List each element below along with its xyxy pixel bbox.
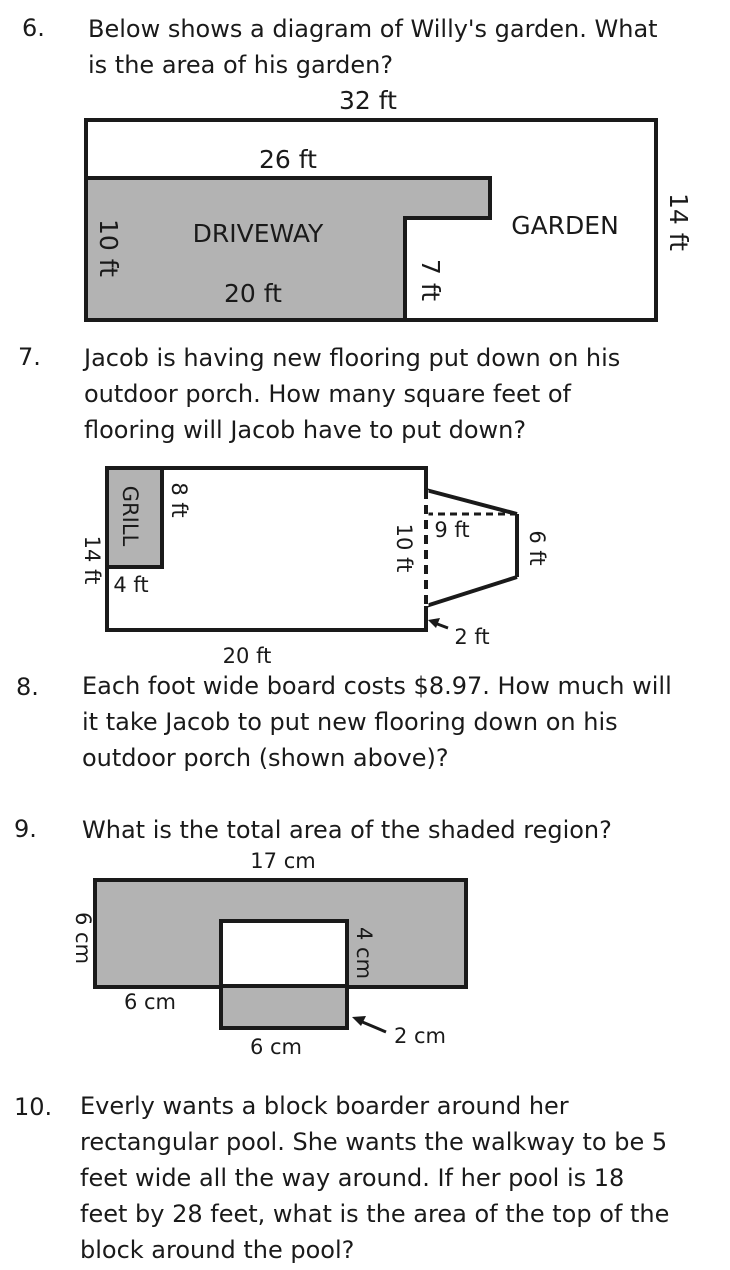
problem-10-line-5: block around the pool?: [80, 1236, 355, 1264]
problem-6-line-1: Below shows a diagram of Willy's garden. What: [88, 15, 658, 43]
unshaded-hole: [221, 921, 347, 986]
shaded-left-bottom-label: 6 cm: [123, 990, 177, 1014]
problem-7-number: 7.: [18, 343, 41, 371]
problem-8-line-3: outdoor porch (shown above)?: [82, 744, 449, 772]
tab-height-label: 2 cm: [393, 1024, 447, 1048]
problem-9-line-1: What is the total area of the shaded region?: [82, 816, 612, 844]
problem-6-number: 6.: [22, 14, 45, 42]
problem-7-text: [84, 340, 724, 448]
problem-10-line-1: Everly wants a block boarder around her: [80, 1092, 569, 1120]
problem-10-line-3: feet wide all the way around. If her pool is 18: [80, 1164, 625, 1192]
problem-8-number: 8.: [16, 673, 39, 701]
problem-10-number: 10.: [14, 1093, 53, 1121]
garden-label: GARDEN: [511, 211, 619, 240]
driveway-width-label: 26 ft: [259, 145, 317, 174]
trap-top-edge: [426, 490, 517, 514]
driveway-height-label: 10 ft: [94, 219, 123, 277]
driveway-bottom-label: 20 ft: [224, 279, 282, 308]
problem-6-text: [88, 11, 728, 83]
trap-offset-label: 2 ft: [454, 625, 490, 649]
problem-9-text: [82, 812, 722, 848]
tab-arrow-line: [360, 1021, 386, 1032]
shaded-bottom-tab: [221, 984, 347, 1028]
trap-right-label: 6 ft: [525, 530, 549, 566]
garden-diagram: [0, 80, 730, 320]
tab-width-label: 6 cm: [249, 1035, 303, 1059]
trap-bottom-edge: [426, 577, 517, 606]
grill-width-label: 4 ft: [113, 573, 149, 597]
problem-9-number: 9.: [14, 815, 37, 843]
problem-6-line-2: is the area of his garden?: [88, 51, 394, 79]
problem-10-line-2: rectangular pool. She wants the walkway to be 5: [80, 1128, 668, 1156]
problem-7-line-2: outdoor porch. How many square feet of: [84, 380, 571, 408]
shaded-region-diagram: [0, 845, 730, 1060]
porch-height-label: 14 ft: [80, 535, 104, 585]
problem-8-line-2: it take Jacob to put new flooring down on his: [82, 708, 618, 736]
problem-10-text: [80, 1088, 725, 1268]
driveway-label: DRIVEWAY: [192, 219, 324, 248]
porch-diagram: [0, 460, 730, 670]
problem-7-line-3: flooring will Jacob have to put down?: [84, 416, 527, 444]
tab-arrow-head: [352, 1016, 366, 1026]
trap-depth-label: 9 ft: [434, 518, 470, 542]
shaded-left-height-label: 6 cm: [71, 911, 95, 965]
problem-7-line-1: Jacob is having new flooring put down on his: [84, 344, 621, 372]
rect-right-label: 10 ft: [392, 523, 416, 573]
grill-label: GRILL: [118, 485, 142, 547]
porch-width-label: 20 ft: [222, 644, 272, 668]
problem-8-text: [82, 668, 722, 776]
grill-height-label: 8 ft: [167, 482, 191, 518]
problem-10-line-4: feet by 28 feet, what is the area of the top of the: [80, 1200, 670, 1228]
garden-top-width-label: 32 ft: [339, 86, 397, 115]
garden-height-label: 14 ft: [664, 193, 693, 251]
shaded-top-width-label: 17 cm: [250, 849, 316, 873]
notch-height-label: 7 ft: [416, 258, 445, 302]
problem-8-line-1: Each foot wide board costs $8.97. How much will: [82, 672, 672, 700]
hole-height-label: 4 cm: [352, 926, 376, 980]
